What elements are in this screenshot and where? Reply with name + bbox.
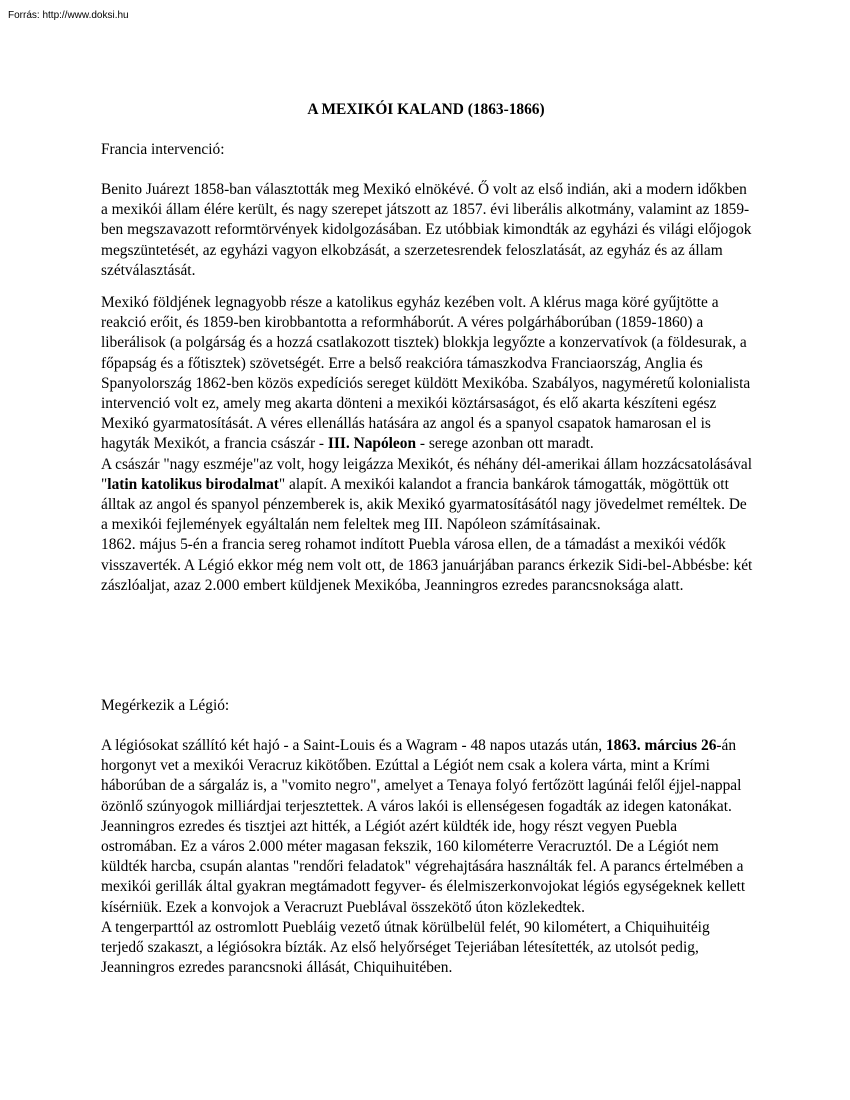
paragraph-juarez — [101, 180, 753, 281]
section-heading-text: Megérkezik a Légió: — [101, 697, 230, 714]
paragraph-emperor-idea: A császár "nagy eszméje"az volt, hogy leigázza Mexikót, és néhány dél-amerikai állam hozzácsatolásával "latin katolikus birodalmat" alapít. A mexikói kalandot a francia bankárok támogatták, mögöttük ott álltak az angol és spanyol pénzemberek is, akik Mexikó gyarmatosításától nagy jövedelmet reméltek. De a mexikói fejlemények egyáltalán nem feleltek meg III. Napóleon számításainak. — [101, 455, 752, 534]
bold-latin-empire: latin katolikus birodalmat — [107, 475, 279, 493]
paragraph-reform-war — [101, 293, 753, 596]
bold-napoleon: III. Napóleon — [327, 435, 417, 453]
section-heading-intervention — [101, 140, 753, 160]
paragraph-text: A légiósokat szállító két hajó - a Saint-Louis és a Wagram - 48 napos utazás után, 1863. március 26-án horgonyt vet a mexikói Veracruz kikötőben. Ezúttal a Légiót nem csak a kolera várta, mint a Krími háborúban de a sárgaláz is, a "vomito negro", amelyet a Tenaya folyó fertőzött lagúnái felől éjjel-nappal özönlő szúnyogok milliárdjai terjesztettek. A város lakói is ellenségesen fogadták az idegen katonákat. Jeanningros ezredes és tisztjei azt hitték, a Légiót azért küldték ide, hogy részt vegyen Puebla ostromában. Ez a város 2.000 méter magasan fekszik, 160 kilométerre Veracruztól. De a Légiót nem küldték harcba, csupán alantas "rendőri feladatok" végrehajtására használták fel. A parancs értelmében a mexikói gerillák által gyakran megtámadott fegyver- és élelmiszerkonvojokat légiós egységeknek kellett kísérniük. Ezek a konvojok a Veracruzt Pueblával összekötő úton közlekedtek. — [101, 737, 746, 916]
paragraph-puebla-attack: 1862. május 5-én a francia sereg rohamot indított Puebla városa ellen, de a támadást a mexikói védők visszaverték. A Légió ekkor még nem volt ott, de 1863 januárjában parancs érkezik Sidi-bel-Abbésbe: két zászlóaljat, azaz 2.000 embert küldjenek Mexikóba, Jeanningros ezredes parancsnoksága alatt. — [101, 536, 753, 594]
section-heading-text: Francia intervenció: — [101, 141, 225, 158]
paragraph-legion-arrival — [101, 736, 753, 978]
section-heading-legion — [101, 696, 753, 716]
paragraph-garrisons: A tengerparttól az ostromlott Puebláig vezető útnak körülbelül felét, 90 kilométert, a Chiquihuitéig terjedő szakaszt, a légiósokra bízták. Az első helyőrséget Tejeriában létesítették, az utolsót pedig, Jeanningros ezredes parancsnoki állását, Chiquihuitében. — [101, 918, 710, 977]
paragraph-text: Benito Juárezt 1858-ban választották meg Mexikó elnökévé. Ő volt az első indián, aki a modern időkben a mexikói állam élére került, és nagy szerepet játszott az 1857. évi liberális alkotmány, valamint az 1859-ben megszavazott reformtörvények kidolgozásában. Ez utóbbiak kimondták az egyházi és világi előjogok megszüntetését, az egyházi vagyon elkobzását, a szerzetesrendek feloszlatását, az egyház és az állam szétválasztását. — [101, 181, 752, 279]
bold-date: 1863. március 26 — [605, 737, 717, 754]
document-title: A MEXIKÓI KALAND (1863-1866) — [307, 101, 545, 118]
source-watermark: Forrás: http://www.doksi.hu — [8, 10, 129, 21]
paragraph-text: Mexikó földjének legnagyobb része a katolikus egyház kezében volt. A klérus maga köré gyűjtötte a reakció erőit, és 1859-ben kirobbantotta a reformháborút. A véres polgárháborúban (1859-1860) a liberálisok (a polgárság és a hozzá csatlakozott tisztek) blokkja legyőzte a konzervatívok (a földesurak, a főpapság és a főtisztek) szövetségét. Erre a belső reakcióra támaszkodva Franciaország, Anglia és Spanyolország 1862-ben közös expedíciós sereget küldött Mexikóba. Szabályos, nagyméretű kolonialista intervenció volt ez, amely meg akarta dönteni a mexikói köztársaságot, és elő akarta készíteni egész Mexikó gyarmatosítását. A véres ellenállás hatására az angol és a spanyol csapatok hamarosan el is hagyták Mexikót, a francia császár - III. Napóleon - serege azonban ott maradt. — [101, 294, 751, 453]
